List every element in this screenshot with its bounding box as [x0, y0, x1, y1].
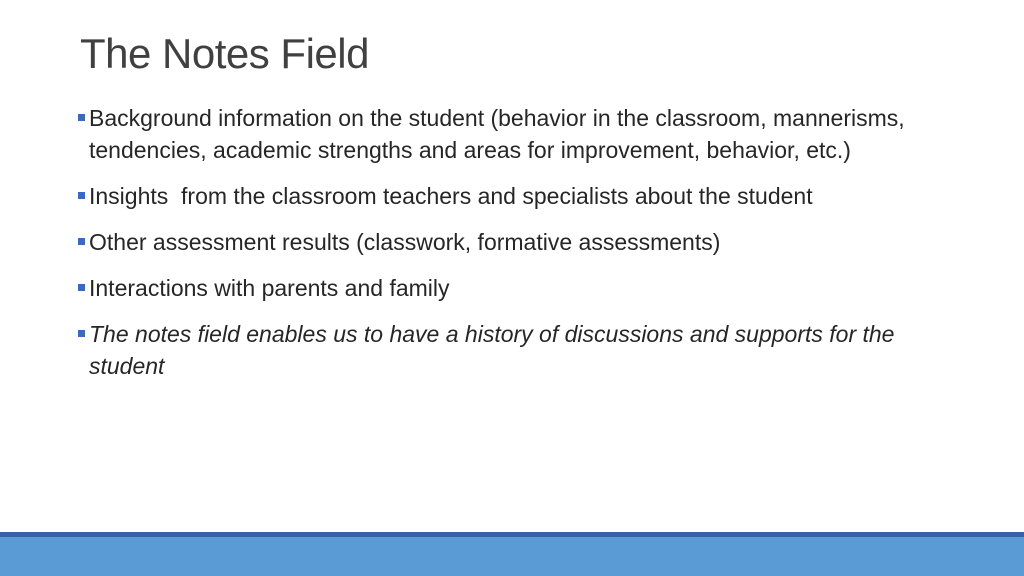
bullet-item — [78, 226, 958, 258]
footer-stripe — [0, 532, 1024, 576]
bullet-text: Background information on the student (behavior in the classroom, mannerisms, tendencies, academic strengths and areas for improvement, behavior, etc.) — [89, 105, 905, 163]
square-bullet-icon — [78, 284, 85, 291]
slide-title: The Notes Field — [80, 30, 369, 77]
bullet-text: Insights from the classroom teachers and specialists about the student — [89, 183, 813, 209]
bullet-item — [78, 180, 958, 212]
bullet-list — [78, 102, 958, 396]
bullet-text: Interactions with parents and family — [89, 275, 450, 301]
bullet-text: The notes field enables us to have a history of discussions and supports for the student — [89, 321, 895, 379]
bullet-item — [78, 272, 958, 304]
square-bullet-icon — [78, 192, 85, 199]
square-bullet-icon — [78, 238, 85, 245]
square-bullet-icon — [78, 330, 85, 337]
bullet-item — [78, 318, 958, 382]
square-bullet-icon — [78, 114, 85, 121]
bullet-item — [78, 102, 958, 166]
bullet-text: Other assessment results (classwork, formative assessments) — [89, 229, 721, 255]
